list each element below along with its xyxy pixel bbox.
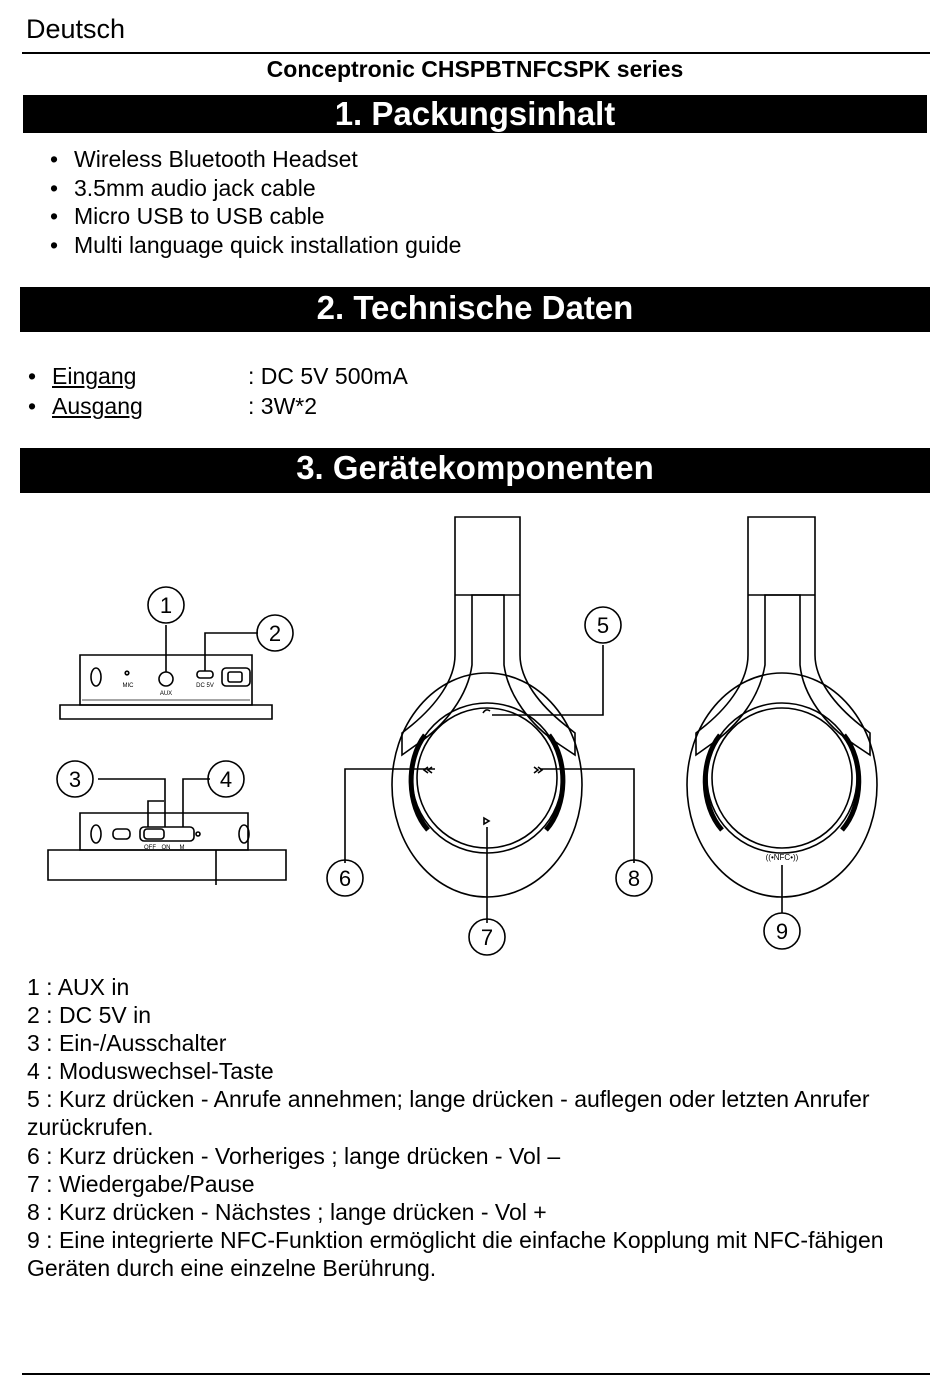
header-rule [22,52,930,54]
component-line: 3 : Ein-/Ausschalter [27,1030,227,1057]
port-panel-illustration [60,625,272,719]
headset-front-illustration [345,517,634,923]
section-heading-geraetekomponenten: 3. Gerätekomponenten [20,448,930,493]
package-contents-list [50,145,461,259]
dc-label: DC 5V [196,683,214,689]
spec-key: Eingang [52,363,137,389]
callout-label-5: 5 [596,613,610,638]
component-line: 4 : Moduswechsel-Taste [27,1058,274,1085]
spec-value: : 3W*2 [248,393,318,419]
nfc-label: ((•NFC•)) [765,853,799,862]
list-item: • Multi language quick installation guide [50,231,461,260]
component-line: 2 : DC 5V in [27,1002,151,1029]
m-label: M [179,845,185,851]
footer-rule [22,1373,930,1375]
spec-value: : DC 5V 500mA [248,363,408,389]
off-label: OFF [144,845,156,851]
list-item: • Micro USB to USB cable [50,202,461,231]
section-heading-technische-daten: 2. Technische Daten [20,287,930,332]
component-line: 7 : Wiedergabe/Pause [27,1170,255,1197]
callout-label-7: 7 [480,925,494,950]
component-line: 1 : AUX in [27,974,130,1000]
list-item: • Wireless Bluetooth Headset [50,145,461,174]
section-heading-packungsinhalt: 1. Packungsinhalt [23,95,927,133]
components-description [27,973,932,1282]
component-line: 5 : Kurz drücken - Anrufe annehmen; lange drücken - auflegen oder letzten Anrufer zurückrufen. [27,1086,870,1141]
spec-key: Ausgang [52,393,143,419]
component-line: 6 : Kurz drücken - Vorheriges ; lange drücken - Vol – [27,1142,561,1169]
list-item: • 3.5mm audio jack cable [50,174,461,203]
language-label: Deutsch [26,14,126,44]
callout-label-3: 3 [68,767,82,792]
callout-label-6: 6 [338,866,352,891]
component-line: 9 : Eine integrierte NFC-Funktion ermöglicht die einfache Kopplung mit NFC-fähigen Geräten durch eine einzelne Berührung. [27,1226,884,1281]
aux-label: AUX [159,691,173,697]
callout-label-2: 2 [268,621,282,646]
product-title: Conceptronic CHSPBTNFCSPK series [266,56,684,82]
callout-label-4: 4 [219,767,233,792]
callout-label-8: 8 [627,866,641,891]
callout-label-9: 9 [775,919,789,944]
mic-label: MIC [122,683,134,689]
on-label: ON [161,845,171,851]
components-diagram [0,505,950,965]
component-line: 8 : Kurz drücken - Nächstes ; lange drücken - Vol + [27,1198,547,1225]
callout-label-1: 1 [159,593,173,618]
